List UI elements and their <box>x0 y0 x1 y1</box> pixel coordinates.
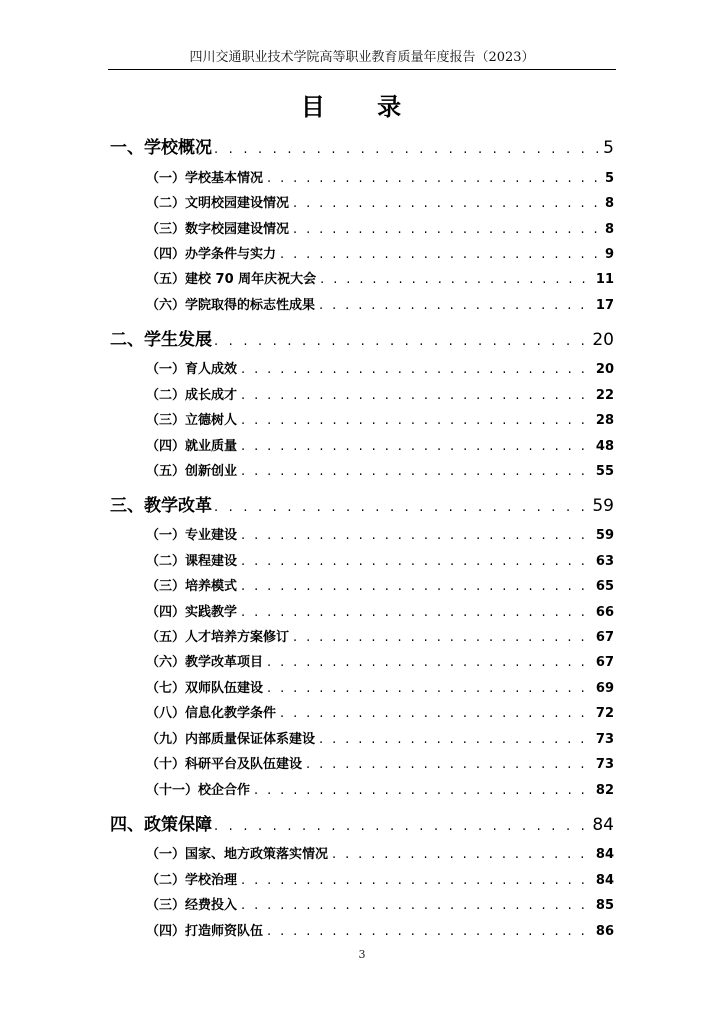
toc-section-entry[interactable] <box>146 192 614 214</box>
toc-entry-title: （四）就业质量 <box>146 439 238 454</box>
toc-page-number: 5 <box>603 138 614 158</box>
toc-dot-leader <box>214 819 588 834</box>
toc-page-number: 65 <box>595 579 614 594</box>
toc-page-number: 66 <box>595 605 614 620</box>
toc-dot-leader <box>241 605 592 620</box>
toc-section-entry[interactable] <box>146 358 614 380</box>
toc-page-number: 20 <box>592 330 614 350</box>
toc-section-entry[interactable] <box>146 167 614 189</box>
toc-dot-leader <box>293 196 601 211</box>
toc-section-entry[interactable] <box>146 268 614 290</box>
toc-section-entry[interactable] <box>146 779 614 801</box>
toc-entry-title: （二）文明校园建设情况 <box>146 196 290 211</box>
toc-entry-title: （五）创新创业 <box>146 464 238 479</box>
toc-dot-leader <box>241 388 592 403</box>
toc-section-entry[interactable] <box>146 677 614 699</box>
toc-entry-title: （一）国家、地方政策落实情况 <box>146 847 329 862</box>
toc-page-number: 86 <box>595 924 614 939</box>
toc-section-entry[interactable] <box>146 243 614 265</box>
toc-entry-title: （三）立德树人 <box>146 413 238 428</box>
toc-page-number: 5 <box>604 171 614 186</box>
toc-dot-leader <box>267 171 601 186</box>
toc-section-entry[interactable] <box>146 869 614 891</box>
toc-entry-title: （七）双师队伍建设 <box>146 681 264 696</box>
toc-dot-leader <box>280 706 592 721</box>
toc-dot-leader <box>214 334 588 349</box>
toc-section-entry[interactable] <box>146 409 614 431</box>
toc-page-number: 11 <box>595 272 614 287</box>
toc-page-number: 84 <box>592 815 614 835</box>
toc-page-number: 73 <box>595 732 614 747</box>
toc-page-number: 8 <box>604 222 614 237</box>
toc-section-entry[interactable] <box>146 218 614 240</box>
toc-dot-leader <box>319 732 592 747</box>
toc-page-number: 63 <box>595 554 614 569</box>
toc-entry-title: 三、教学改革 <box>110 496 212 516</box>
toc-page-number: 67 <box>595 630 614 645</box>
running-header: 四川交通职业技术学院高等职业教育质量年度报告（2023） <box>189 50 535 65</box>
toc-entry-title: （三）培养模式 <box>146 579 238 594</box>
toc-entry-title: 二、学生发展 <box>110 330 212 350</box>
toc-dot-leader <box>319 298 592 313</box>
toc-chapter-entry[interactable] <box>110 133 614 159</box>
toc-dot-leader <box>214 500 588 515</box>
toc-dot-leader <box>241 528 592 543</box>
toc-entry-title: （四）打造师资队伍 <box>146 924 264 939</box>
toc-page-number: 48 <box>595 439 614 454</box>
toc-dot-leader <box>267 655 592 670</box>
toc-entry-title: （二）成长成才 <box>146 388 238 403</box>
toc-entry-title: （八）信息化教学条件 <box>146 706 277 721</box>
page-number: 3 <box>358 948 366 961</box>
toc-entry-title: （一）专业建设 <box>146 528 238 543</box>
toc-page-number: 69 <box>595 681 614 696</box>
toc-page-number: 55 <box>595 464 614 479</box>
toc-page-number: 17 <box>595 298 614 313</box>
toc-dot-leader <box>280 247 601 262</box>
toc-entry-title: （十）科研平台及队伍建设 <box>146 757 303 772</box>
toc-page-number: 22 <box>595 388 614 403</box>
toc-page-number: 72 <box>595 706 614 721</box>
toc-dot-leader <box>267 924 592 939</box>
toc-dot-leader <box>320 272 592 287</box>
toc-entry-title: （一）育人成效 <box>146 362 238 377</box>
toc-section-entry[interactable] <box>146 894 614 916</box>
toc-chapter-entry[interactable] <box>110 810 614 836</box>
toc-entry-title: （六）教学改革项目 <box>146 655 264 670</box>
toc-entry-title: （四）实践教学 <box>146 605 238 620</box>
toc-section-entry[interactable] <box>146 384 614 406</box>
toc-section-entry[interactable] <box>146 435 614 457</box>
toc-dot-leader <box>241 873 592 888</box>
toc-section-entry[interactable] <box>146 702 614 724</box>
toc-dot-leader <box>306 757 592 772</box>
toc-dot-leader <box>241 579 592 594</box>
toc-page-number: 85 <box>595 898 614 913</box>
toc-dot-leader <box>241 439 592 454</box>
toc-entry-title: （二）学校治理 <box>146 873 238 888</box>
toc-entry-title: （十一）校企合作 <box>146 783 251 798</box>
toc-title: 目 录 <box>300 93 424 121</box>
toc-entry-title: （一）学校基本情况 <box>146 171 264 186</box>
toc-entry-title: （五）建校 70 周年庆祝大会 <box>146 272 317 287</box>
toc-entry-title: （九）内部质量保证体系建设 <box>146 732 316 747</box>
toc-entry-title: （六）学院取得的标志性成果 <box>146 298 316 313</box>
toc-entry-title: （三）经费投入 <box>146 898 238 913</box>
toc-page-number: 59 <box>595 528 614 543</box>
toc-entry-title: （二）课程建设 <box>146 554 238 569</box>
toc-section-entry[interactable] <box>146 524 614 546</box>
toc-dot-leader <box>241 362 592 377</box>
toc-dot-leader <box>241 898 592 913</box>
toc-section-entry[interactable] <box>146 843 614 865</box>
toc-page-number: 20 <box>595 362 614 377</box>
toc-dot-leader <box>332 847 592 862</box>
toc-chapter-entry[interactable] <box>110 491 614 517</box>
toc-entry-title: （五）人才培养方案修订 <box>146 630 290 645</box>
toc-page-number: 8 <box>604 196 614 211</box>
toc-section-entry[interactable] <box>146 626 614 648</box>
toc-dot-leader <box>293 222 601 237</box>
toc-section-entry[interactable] <box>146 601 614 623</box>
toc-section-entry[interactable] <box>146 550 614 572</box>
toc-page-number: 84 <box>595 873 614 888</box>
toc-dot-leader <box>293 630 592 645</box>
toc-page-number: 28 <box>595 413 614 428</box>
toc-page-number: 67 <box>595 655 614 670</box>
toc-entry-title: 一、学校概况 <box>110 138 212 158</box>
toc-section-entry[interactable] <box>146 753 614 775</box>
toc-dot-leader <box>241 554 592 569</box>
toc-section-entry[interactable] <box>146 294 614 316</box>
toc-dot-leader <box>241 413 592 428</box>
toc-section-entry[interactable] <box>146 460 614 482</box>
toc-dot-leader <box>267 681 592 696</box>
toc-chapter-entry[interactable] <box>110 325 614 351</box>
toc-dot-leader <box>241 464 592 479</box>
toc-page-number: 9 <box>604 247 614 262</box>
toc-section-entry[interactable] <box>146 920 614 942</box>
toc-page-number: 59 <box>592 496 614 516</box>
toc-dot-leader <box>214 142 599 157</box>
toc-entry-title: 四、政策保障 <box>110 815 212 835</box>
toc-entry-title: （三）数字校园建设情况 <box>146 222 290 237</box>
toc-page-number: 73 <box>595 757 614 772</box>
toc-page-number: 82 <box>595 783 614 798</box>
toc-page-number: 84 <box>595 847 614 862</box>
toc-section-entry[interactable] <box>146 728 614 750</box>
header-rule <box>108 69 616 70</box>
toc-section-entry[interactable] <box>146 575 614 597</box>
toc-dot-leader <box>254 783 592 798</box>
toc-section-entry[interactable] <box>146 651 614 673</box>
toc-entry-title: （四）办学条件与实力 <box>146 247 277 262</box>
